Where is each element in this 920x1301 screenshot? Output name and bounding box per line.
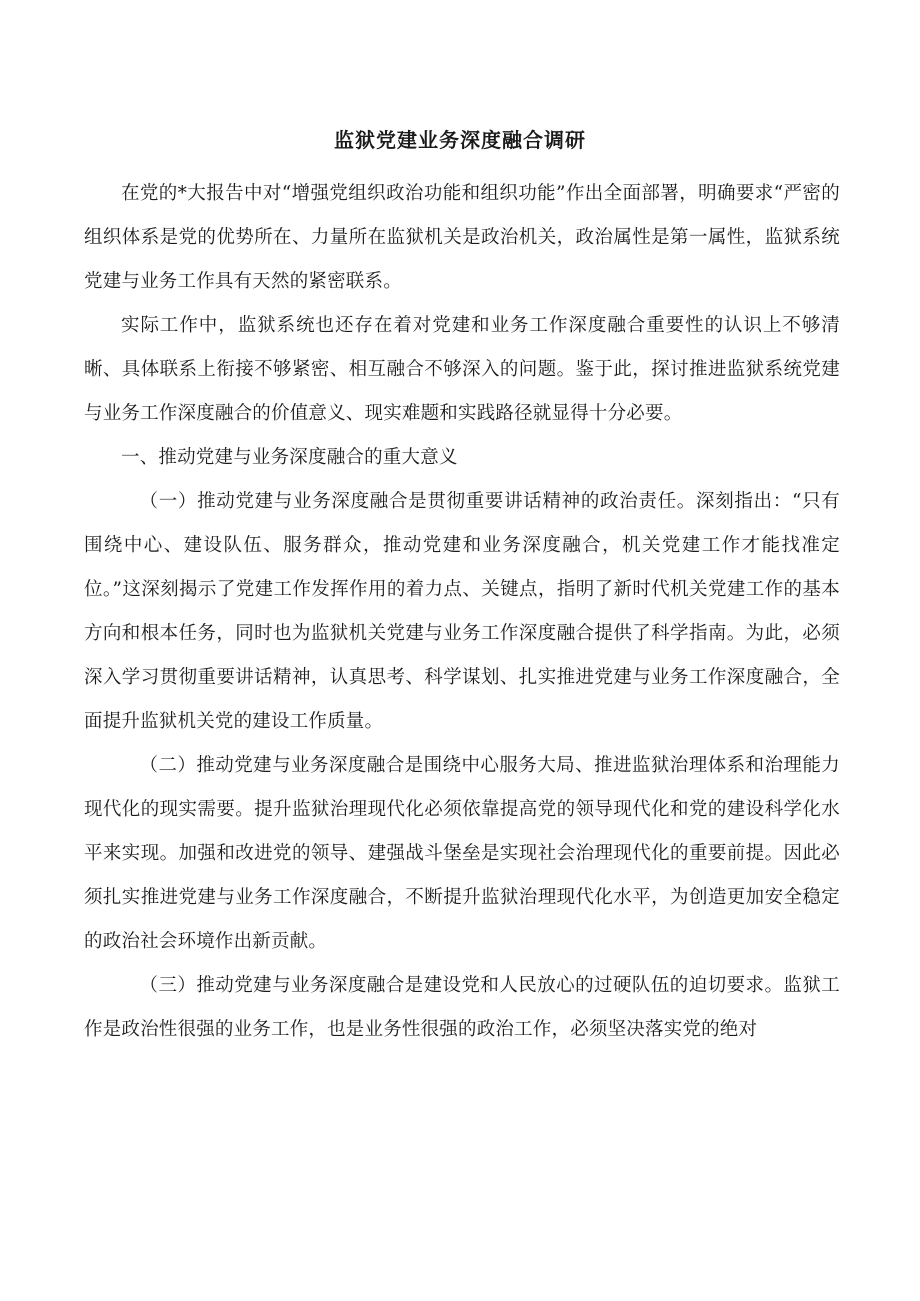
document-body — [84, 172, 840, 1052]
document-title: 监狱党建业务深度融合调研 — [334, 128, 586, 152]
paragraph-point-3: （三）推动党建与业务深度融合是建设党和人民放心的过硬队伍的迫切要求。监狱工作是政治性很强的业务工作，也是业务性很强的政治工作，必须坚决落实党的绝对 — [84, 975, 840, 1040]
section-heading-1: 一、推动党建与业务深度融合的重大意义 — [121, 447, 458, 468]
paragraph-problem: 实际工作中，监狱系统也还存在着对党建和业务工作深度融合重要性的认识上不够清晰、具体联系上衔接不够紧密、相互融合不够深入的问题。鉴于此，探讨推进监狱系统党建与业务工作深度融合的价值意义、现实难题和实践路径就显得十分必要。 — [84, 315, 840, 424]
paragraph-intro: 在党的*大报告中对“增强党组织政治功能和组织功能”作出全面部署，明确要求“严密的组织体系是党的优势所在、力量所在监狱机关是政治机关，政治属性是第一属性，监狱系统党建与业务工作具有天然的紧密联系。 — [84, 183, 840, 292]
paragraph-point-2: （二）推动党建与业务深度融合是围绕中心服务大局、推进监狱治理体系和治理能力现代化的现实需要。提升监狱治理现代化必须依靠提高党的领导现代化和党的建设科学化水平来实现。加强和改进党的领导、建强战斗堡垒是实现社会治理现代化的重要前提。因此必须扎实推进党建与业务工作深度融合，不断提升监狱治理现代化水平，为创造更加安全稳定的政治社会环境作出新贡献。 — [84, 755, 840, 952]
paragraph-point-1: （一）推动党建与业务深度融合是贯彻重要讲话精神的政治责任。深刻指出：“只有围绕中心、建设队伍、服务群众，推动党建和业务深度融合，机关党建工作才能找准定位。”这深刻揭示了党建工作发挥作用的着力点、关键点，指明了新时代机关党建工作的基本方向和根本任务，同时也为监狱机关党建与业务工作深度融合提供了科学指南。为此，必须深入学习贯彻重要讲话精神，认真思考、科学谋划、扎实推进党建与业务工作深度融合，全面提升监狱机关党的建设工作质量。 — [84, 491, 840, 732]
